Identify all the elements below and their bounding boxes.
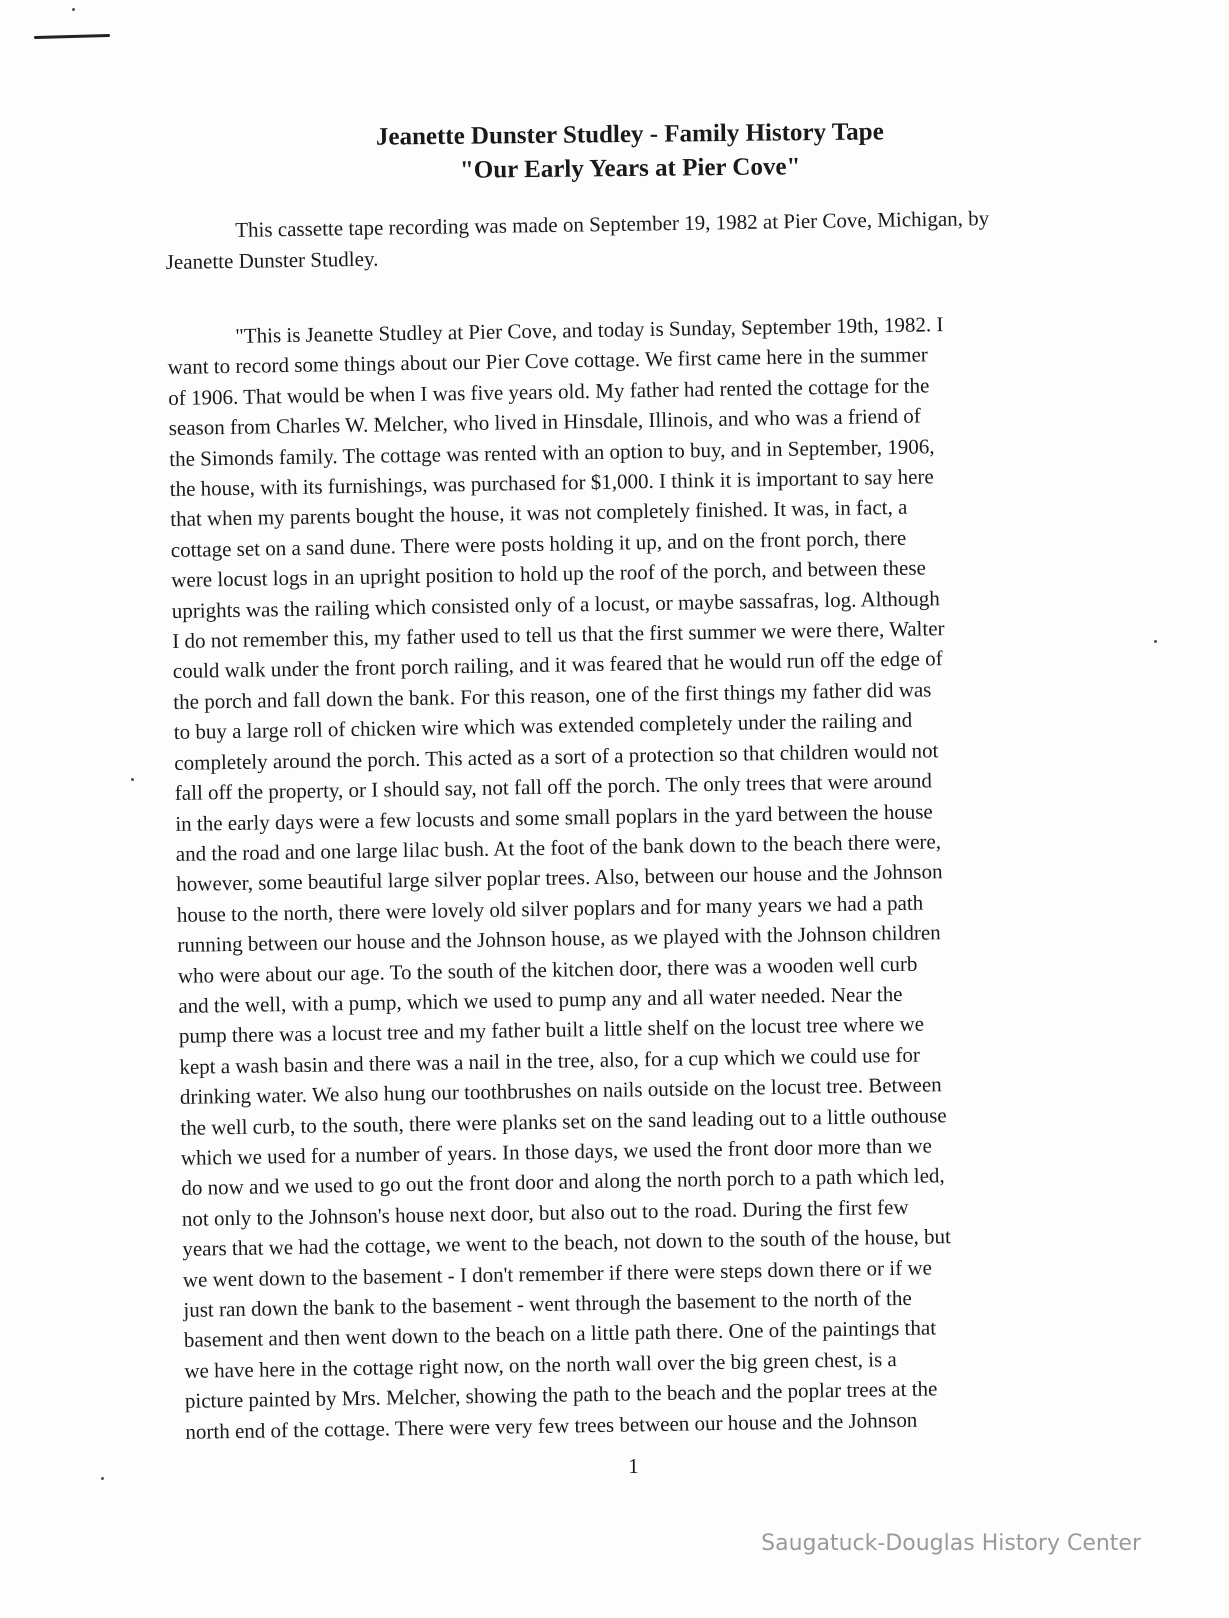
transcript-line: picture painted by Mrs. Melcher, showing the path to the beach and the poplar trees at the bbox=[184, 1376, 938, 1414]
transcript-line: that when my parents bought the house, it was not completely finished. It was, in fact, a bbox=[170, 495, 908, 532]
title-line-1: Jeanette Dunster Studley - Family History Tape bbox=[375, 118, 884, 151]
transcript-line: basement and then went down to the beach on a little path there. One of the paintings that bbox=[183, 1315, 937, 1353]
document-title bbox=[200, 113, 1061, 190]
transcript-line: the well curb, to the south, there were planks set on the sand leading out to a little outhouse bbox=[180, 1102, 947, 1140]
transcript-line: and the road and one large lilac bush. At the foot of the bank down to the beach there were, bbox=[175, 829, 942, 866]
transcript-line: and the well, with a pump, which we used to pump any and all water needed. Near the bbox=[178, 981, 903, 1018]
transcript-line: however, some beautiful large silver poplar trees. Also, between our house and the Johnson bbox=[176, 859, 943, 897]
transcript-line: "This is Jeanette Studley at Pier Cove, and today is Sunday, September 19th, 1982. I bbox=[235, 312, 944, 348]
transcript-line: drinking water. We also hung our toothbrushes on nails outside on the locust tree. Between bbox=[179, 1072, 942, 1110]
scan-speck bbox=[1154, 640, 1157, 643]
transcript-line: the Simonds family. The cottage was rented with an option to buy, and in September, 1906, bbox=[169, 433, 935, 471]
transcript-line: cottage set on a sand dune. There were posts holding it up, and on the front porch, there bbox=[170, 525, 907, 562]
transcript-line: were locust logs in an upright position to hold up the roof of the porch, and between these bbox=[171, 555, 927, 593]
title-line-2: "Our Early Years at Pier Cove" bbox=[459, 153, 801, 184]
transcript-line: who were about our age. To the south of the kitchen door, there was a wooden well curb bbox=[177, 951, 918, 988]
transcript-line: the house, with its furnishings, was purchased for $1,000. I think it is important to say here bbox=[169, 464, 934, 502]
transcript-line: could walk under the front porch railing, and it was feared that he would run off the edge of bbox=[172, 646, 943, 684]
scan-artifact-mark bbox=[34, 34, 110, 39]
transcript-line: I do not remember this, my father used to tell us that the first summer we were there, Walter bbox=[172, 616, 945, 654]
page-number: 1 bbox=[628, 1454, 639, 1478]
transcript-line: season from Charles W. Melcher, who lived in Hinsdale, Illinois, and who was a friend of bbox=[168, 403, 921, 441]
transcript-line: completely around the porch. This acted as a sort of a protection so that children would not bbox=[174, 737, 939, 775]
transcript-line: want to record some things about our Pier Cove cottage. We first came here in the summer bbox=[167, 342, 928, 380]
transcript-body bbox=[167, 306, 1146, 1447]
transcript-line: do now and we used to go out the front door and along the north porch to a path which led, bbox=[181, 1163, 945, 1201]
transcript-line: uprights was the railing which consisted only of a locust, or maybe sassafras, log. Although bbox=[171, 585, 941, 623]
transcript-line: we went down to the basement - I don't remember if there were steps down there or if we bbox=[182, 1255, 933, 1292]
transcript-line: of 1906. That would be when I was five years old. My father had rented the cottage for the bbox=[168, 373, 930, 410]
transcript-line: not only to the Johnson's house next door, but also out to the road. During the first few bbox=[181, 1194, 909, 1231]
intro-text: This cassette tape recording was made on September 19, 1982 at Pier Cove, Michigan, by Jeanette Dunster Studley. bbox=[165, 206, 990, 274]
transcript-line: house to the north, there were lovely old silver poplars and for many years we had a path bbox=[176, 890, 924, 927]
intro-paragraph bbox=[165, 202, 1046, 278]
transcript-line: in the early days were a few locusts and some small poplars in the yard between the house bbox=[175, 798, 933, 836]
transcript-line: pump there was a locust tree and my father built a little shelf on the locust tree where we bbox=[178, 1011, 925, 1049]
transcript-line: running between our house and the Johnson house, as we played with the Johnson children bbox=[177, 920, 941, 958]
transcript-line: which we used for a number of years. In those days, we used the front door more than we bbox=[180, 1133, 933, 1170]
transcript-line: kept a wash basin and there was a nail in the tree, also, for a cup which we could use for bbox=[179, 1042, 921, 1079]
watermark-text: Saugatuck-Douglas History Center bbox=[761, 1531, 1141, 1556]
transcript-line: years that we had the cottage, we went to the beach, not down to the south of the house, but bbox=[182, 1224, 952, 1262]
transcript-line: fall off the property, or I should say, not fall off the porch. The only trees that were around bbox=[174, 768, 933, 806]
transcript-line: the porch and fall down the bank. For this reason, one of the first things my father did was bbox=[173, 677, 932, 714]
scan-speck bbox=[72, 8, 75, 11]
transcript-line: north end of the cottage. There were very few trees between our house and the Johnson bbox=[185, 1407, 918, 1444]
transcript-line: we have here in the cottage right now, on the north wall over the big green chest, is a bbox=[184, 1346, 897, 1383]
transcript-line: to buy a large roll of chicken wire which was extended completely under the railing and bbox=[173, 707, 913, 745]
transcript-line: just ran down the bank to the basement - went through the basement to the north of the bbox=[183, 1285, 912, 1322]
scan-speck bbox=[131, 778, 134, 781]
